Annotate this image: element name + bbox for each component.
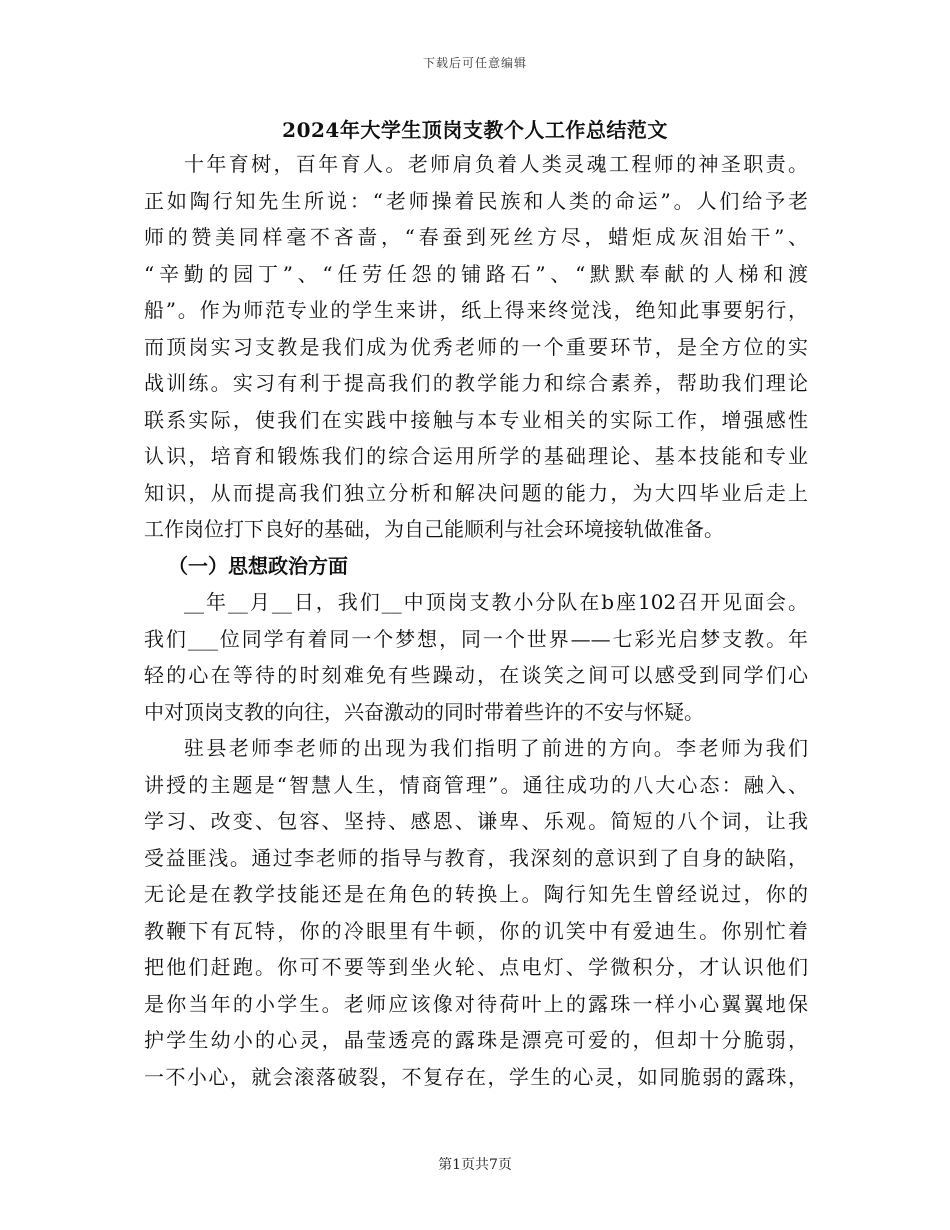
document-title: 2024年大学生顶岗支教个人工作总结范文 [282,118,668,142]
section-heading: （一）思想政治方面 [168,553,348,578]
paragraph-line: 战训练。实习有利于提高我们的教学能力和综合素养，帮助我们理论 [144,371,808,395]
paragraph-line: 教鞭下有瓦特，你的冷眼里有牛顿，你的讥笑中有爱迪生。你别忙着 [144,918,808,943]
paragraph-line: 联系实际，使我们在实践中接触与本专业相关的实际工作，增强感性 [144,407,808,432]
paragraph-line: 轻的心在等待的时刻难免有些躁动，在谈笑之间可以感受到同学们心 [144,663,808,687]
paragraph-line: 知识，从而提高我们独立分析和解决问题的能力，为大四毕业后走上 [144,480,808,505]
paragraph-line: “辛勤的园丁”、“任劳任怨的铺路石”、“默默奉献的人梯和渡 [144,261,808,286]
paragraph-line: 师的赞美同样毫不吝啬，“春蚕到死丝方尽，蜡炬成灰泪始干”、 [144,225,808,249]
paragraph-line: 而顶岗实习支教是我们成为优秀老师的一个重要环节，是全方位的实 [144,334,808,359]
paragraph-line: 护学生幼小的心灵，晶莹透亮的露珠是漂亮可爱的，但却十分脆弱， [144,1028,808,1052]
paragraph-line: 我们___位同学有着同一个梦想，同一个世界——七彩光启梦支教。年 [144,626,808,651]
paragraph-line: 把他们赶跑。你可不要等到坐火轮、点电灯、学微积分，才认识他们 [144,955,808,979]
paragraph-line: 工作岗位打下良好的基础，为自己能顺利与社会环境接轨做准备。 [144,517,724,541]
paragraph-line: 正如陶行知先生所说：“老师操着民族和人类的命运”。人们给予老 [144,188,808,213]
paragraph-line: 船”。作为师范专业的学生来讲，纸上得来终觉浅，绝知此事要躬行， [144,298,808,322]
paragraph-line: 受益匪浅。通过李老师的指导与教育，我深刻的意识到了自身的缺陷， [144,845,808,870]
page-footer: 第1页共7页 [438,1157,512,1173]
document-body [144,146,808,1095]
paragraph-line: 学习、改变、包容、坚持、感恩、谦卑、乐观。简短的八个词，让我 [144,809,808,833]
paragraph-line: 中对顶岗支教的向往，兴奋激动的同时带着些许的不安与怀疑。 [144,699,704,724]
paragraph-line: 讲授的主题是“智慧人生，情商管理”。通往成功的八大心态：融入、 [144,772,808,797]
paragraph-line: 驻县老师李老师的出现为我们指明了前进的方向。李老师为我们 [184,736,808,760]
paragraph-line: 十年育树，百年育人。老师肩负着人类灵魂工程师的神圣职责。 [184,152,808,176]
paragraph-line: __年__月__日，我们__中顶岗支教小分队在b座102召开见面会。 [184,590,808,614]
paragraph-line: 无论是在教学技能还是在角色的转换上。陶行知先生曾经说过，你的 [144,882,808,906]
paragraph-line: 认识，培育和锻炼我们的综合运用所学的基础理论、基本技能和专业 [144,444,808,468]
header-note: 下载后可任意编辑 [422,56,527,70]
paragraph-line: 一不小心，就会滚落破裂，不复存在，学生的心灵，如同脆弱的露珠， [144,1064,808,1089]
paragraph-line: 是你当年的小学生。老师应该像对待荷叶上的露珠一样小心翼翼地保 [144,991,808,1016]
